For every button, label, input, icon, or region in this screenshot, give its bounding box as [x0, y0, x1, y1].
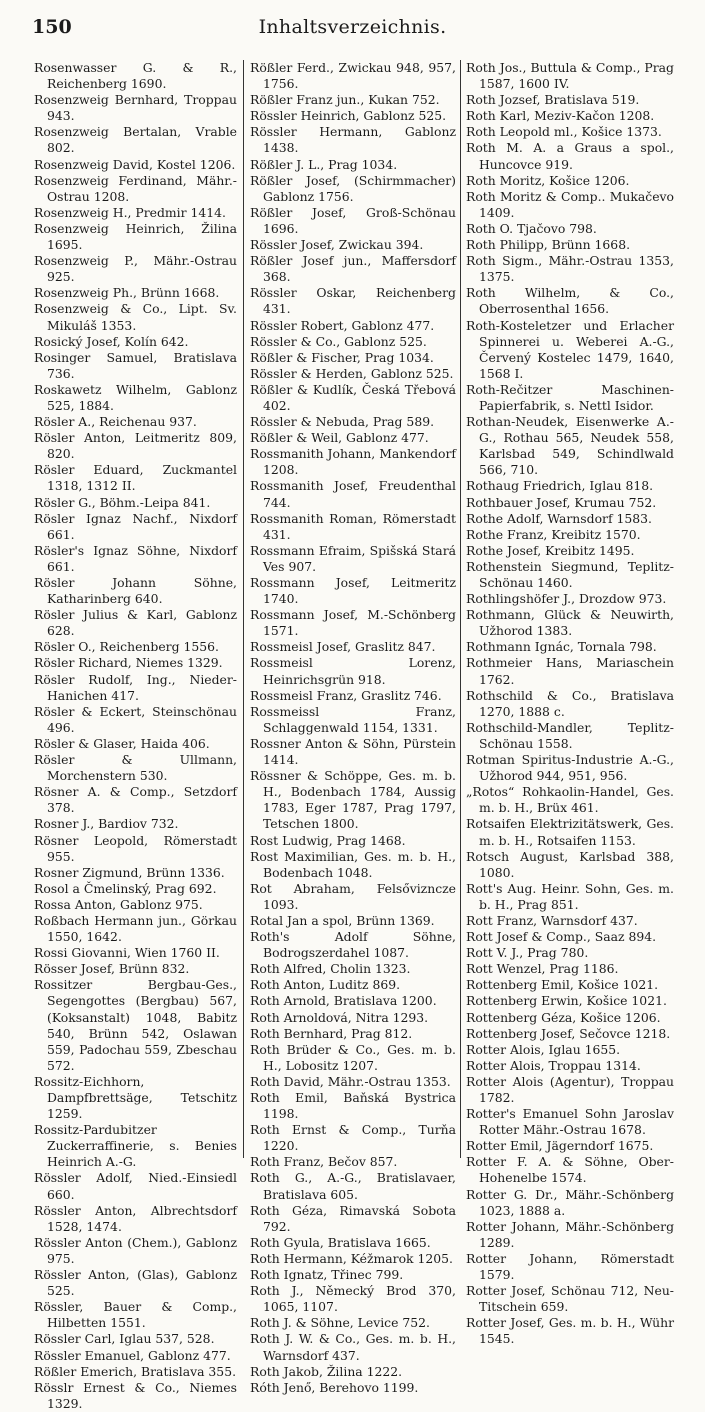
index-entry: Rößler & Weil, Gablonz 477.: [250, 430, 429, 446]
index-entry: Rott's Aug. Heinr. Sohn, Ges. m. b. H., Prag 851.: [466, 880, 674, 912]
index-entry: Rössler Anton (Chem.), Gablonz 975.: [34, 1234, 237, 1266]
index-entry: Rössler Robert, Gablonz 477.: [250, 317, 435, 333]
index-entry: Rotter G. Dr., Mähr.-Schönberg 1023, 1888 a.: [466, 1186, 674, 1218]
index-entry: Rößler Josef jun., Maffersdorf 368.: [250, 253, 456, 285]
index-entry: Roth Arnoldová, Nitra 1293.: [250, 1009, 429, 1025]
index-entry: Rösler Johann Söhne, Katharinberg 640.: [34, 575, 237, 607]
index-entry: Rosický Josef, Kolín 642.: [34, 333, 189, 349]
index-entry: Roth Hermann, Kéžmarok 1205.: [250, 1250, 453, 1266]
index-entry: Rottenberg Emil, Košice 1021.: [466, 977, 659, 993]
index-entry: Roth Franz, Bečov 857.: [250, 1154, 398, 1170]
index-entry: Rössler Hermann, Gablonz 1438.: [250, 124, 456, 156]
index-entry: Roth Emil, Baňská Bystrica 1198.: [250, 1090, 456, 1122]
index-entry: Rössler Anton, (Glas), Gablonz 525.: [34, 1267, 237, 1299]
index-entry: Rotter Alois, Troppau 1314.: [466, 1057, 641, 1073]
index-entry: Rößler Ferd., Zwickau 948, 957, 1756.: [250, 60, 456, 92]
index-column-3: [466, 60, 674, 1348]
index-entry: Roth-Rečitzer Maschinen-Papierfabrik, s. Nettl Isidor.: [466, 381, 674, 413]
index-entry: Rossmeisl Lorenz, Heinrichsgrün 918.: [250, 655, 456, 687]
column-divider: [460, 60, 461, 1158]
index-entry: Rotsaifen Elektrizitätswerk, Ges. m. b. H., Rotsaifen 1153.: [466, 816, 674, 848]
index-entry: Rösler & Glaser, Haida 406.: [34, 735, 210, 751]
index-entry: Rosenzweig David, Kostel 1206.: [34, 156, 236, 172]
index-entry: Roth-Kosteletzer und Erlacher Spinnerei u. Weberei A.-G., Červený Kostelec 1479, 1640, 1568 I.: [466, 317, 674, 381]
index-entry: Roth Philipp, Brünn 1668.: [466, 237, 631, 253]
index-entry: Roth David, Mähr.-Ostrau 1353.: [250, 1073, 451, 1089]
index-entry: Rössler Emanuel, Gablonz 477.: [34, 1347, 231, 1363]
index-entry: Rotter's Emanuel Sohn Jaroslav Rotter Mähr.-Ostrau 1678.: [466, 1106, 674, 1138]
index-entry: Rösler A., Reichenau 937.: [34, 414, 197, 430]
index-entry: Rößler Josef, Groß-Schönau 1696.: [250, 204, 456, 236]
index-entry: Roth Arnold, Bratislava 1200.: [250, 993, 437, 1009]
index-entry: Rothbauer Josef, Krumau 752.: [466, 494, 657, 510]
index-entry: Rössler Oskar, Reichenberg 431.: [250, 285, 456, 317]
index-entry: Roth G., A.-G., Bratislavaer, Bratislava 605.: [250, 1170, 456, 1202]
index-entry: Rotsch August, Karlsbad 388, 1080.: [466, 848, 674, 880]
index-entry: Roth Gyula, Bratislava 1665.: [250, 1234, 431, 1250]
index-entry: Rössler & Co., Gablonz 525.: [250, 333, 427, 349]
index-entry: Rossmeisl Franz, Graslitz 746.: [250, 687, 442, 703]
index-entry: Rosenzweig Ph., Brünn 1668.: [34, 285, 220, 301]
index-entry: Rösler Rudolf, Ing., Nieder-Hanichen 417.: [34, 671, 237, 703]
index-entry: Rossitzer Bergbau-Ges., Segengottes (Bergbau) 567, (Koksanstalt) 1048, Babitz 540, Brünn 542, Oslawan 559, Padochau 559, Zbeschau 572.: [34, 977, 237, 1073]
index-entry: Rosinger Samuel, Bratislava 736.: [34, 349, 237, 381]
index-entry: Rotter Johann, Römerstadt 1579.: [466, 1250, 674, 1283]
index-entry: Rößler Josef, (Schirmmacher) Gablonz 1756.: [250, 172, 456, 204]
index-entry: Rößler & Kudlík, Česká Třebová 402.: [250, 381, 456, 413]
index-entry: Rothlingshöfer J., Drozdow 973.: [466, 591, 667, 607]
index-entry: Roth J. & Söhne, Levice 752.: [250, 1315, 430, 1331]
index-entry: Roth J., Německý Brod 370, 1065, 1107.: [250, 1283, 456, 1315]
index-entry: Rossner Anton & Söhn, Pürstein 1414.: [250, 735, 456, 768]
index-entry: Rosenzweig H., Predmir 1414.: [34, 204, 226, 220]
index-entry: Rothmeier Hans, Mariaschein 1762.: [466, 655, 674, 687]
index-column-1: [34, 60, 237, 1412]
index-entry: Rosner J., Bardiov 732.: [34, 816, 179, 832]
index-entry: Rottenberg Josef, Sečovce 1218.: [466, 1025, 671, 1041]
index-entry: Rösner A. & Comp., Setzdorf 378.: [34, 784, 237, 816]
index-entry: Roth Sigm., Mähr.-Ostrau 1353, 1375.: [466, 253, 674, 285]
index-entry: Rosenzweig & Co., Lipt. Sv. Mikuláš 1353.: [34, 301, 237, 333]
index-entry: Roßbach Hermann jun., Görkau 1550, 1642.: [34, 912, 237, 945]
index-entry: „Rotos“ Rohkaolin-Handel, Ges. m. b. H., Brüx 461.: [466, 784, 674, 816]
index-entry: Rotter Alois (Agentur), Troppau 1782.: [466, 1073, 674, 1105]
index-entry: Rösler Ignaz Nachf., Nixdorf 661.: [34, 510, 237, 542]
index-entry: Rösner Leopold, Römerstadt 955.: [34, 832, 237, 864]
index-entry: Rott Franz, Warnsdorf 437.: [466, 912, 638, 928]
index-entry: Róth Jenő, Berehovo 1199.: [250, 1379, 419, 1395]
index-entry: Rothmann, Glück & Neuwirth, Užhorod 1383.: [466, 607, 674, 639]
index-entry: Rossmanith Johann, Mankendorf 1208.: [250, 446, 456, 478]
index-entry: Rotman Spiritus-Industrie A.-G., Užhorod 944, 951, 956.: [466, 752, 674, 784]
index-entry: Rössler Heinrich, Gablonz 525.: [250, 108, 447, 124]
index-entry: Roth Leopold ml., Košice 1373.: [466, 124, 662, 140]
index-entry: Rösler O., Reichenberg 1556.: [34, 639, 219, 655]
index-entry: Rothe Josef, Kreibitz 1495.: [466, 542, 635, 558]
column-divider: [243, 60, 244, 1158]
index-entry: Rothe Adolf, Warnsdorf 1583.: [466, 510, 652, 526]
index-entry: Rösler Richard, Niemes 1329.: [34, 655, 223, 671]
index-entry: Rotter Josef, Ges. m. b. H., Wühr 1545.: [466, 1315, 674, 1347]
index-column-2: [250, 60, 456, 1396]
index-entry: Roth J. W. & Co., Ges. m. b. H., Warnsdorf 437.: [250, 1331, 456, 1363]
index-entry: Roth Moritz & Comp.. Mukačevo 1409.: [466, 188, 674, 220]
index-entry: Rossmanith Roman, Römerstadt 431.: [250, 510, 456, 542]
index-entry: Roth Jozsef, Bratislava 519.: [466, 92, 640, 108]
index-entry: Rößler J. L., Prag 1034.: [250, 156, 398, 172]
page-title: Inhaltsverzeichnis.: [258, 16, 447, 38]
index-entry: Rossmann Josef, M.-Schönberg 1571.: [250, 607, 456, 639]
index-entry: Roth Karl, Meziv-Kačon 1208.: [466, 108, 655, 124]
index-entry: Rost Ludwig, Prag 1468.: [250, 832, 406, 848]
index-entry: Rössler, Bauer & Comp., Hilbetten 1551.: [34, 1299, 237, 1331]
index-entry: Rothschild-Mandler, Teplitz-Schönau 1558.: [466, 719, 674, 751]
index-entry: Rotter Emil, Jägerndorf 1675.: [466, 1138, 654, 1154]
index-entry: Roth Ignatz, Třinec 799.: [250, 1267, 404, 1283]
index-entry: Rössler Carl, Iglau 537, 528.: [34, 1331, 215, 1347]
index-entry: Rossmann Josef, Leitmeritz 1740.: [250, 575, 456, 607]
index-entry: Rott V. J., Prag 780.: [466, 945, 589, 961]
index-entry: Rothe Franz, Kreibitz 1570.: [466, 526, 641, 542]
index-entry: Roth Moritz, Košice 1206.: [466, 172, 630, 188]
index-entry: Rossa Anton, Gablonz 975.: [34, 896, 203, 912]
index-entry: Rothschild & Co., Bratislava 1270, 1888 c.: [466, 687, 674, 719]
index-entry: Rosenzweig P., Mähr.-Ostrau 925.: [34, 253, 237, 285]
index-entry: Rößler Franz jun., Kukan 752.: [250, 92, 440, 108]
index-entry: Rößler & Fischer, Prag 1034.: [250, 349, 434, 365]
index-entry: Roth Géza, Rimavská Sobota 792.: [250, 1202, 456, 1234]
index-entry: Rossi Giovanni, Wien 1760 II.: [34, 945, 220, 961]
index-entry: Rössler Josef, Zwickau 394.: [250, 237, 424, 253]
index-entry: Roth Wilhelm, & Co., Oberrosenthal 1656.: [466, 285, 674, 317]
index-entry: Rössler & Herden, Gablonz 525.: [250, 365, 454, 381]
index-entry: Rösler Eduard, Zuckmantel 1318, 1312 II.: [34, 462, 237, 494]
index-entry: Roth O. Tjačovo 798.: [466, 220, 597, 236]
index-entry: Rossmann Efraim, Spišská Stará Ves 907.: [250, 542, 456, 574]
index-entry: Rottenberg Erwin, Košice 1021.: [466, 993, 667, 1009]
index-entry: Rothenstein Siegmund, Teplitz-Schönau 1460.: [466, 558, 674, 590]
index-entry: Rossmanith Josef, Freudenthal 744.: [250, 478, 456, 510]
index-entry: Rosenzweig Bernhard, Troppau 943.: [34, 92, 237, 124]
index-entry: Rott Wenzel, Prag 1186.: [466, 961, 619, 977]
index-entry: Roth Bernhard, Prag 812.: [250, 1025, 413, 1041]
index-entry: Rößler Emerich, Bratislava 355.: [34, 1363, 237, 1379]
index-entry: Roth Brüder & Co., Ges. m. b. H., Lobositz 1207.: [250, 1041, 456, 1073]
index-entry: Rotter Josef, Schönau 712, Neu-Titschein 659.: [466, 1283, 674, 1315]
index-entry: Rosenzweig Bertalan, Vrable 802.: [34, 124, 237, 156]
index-entry: Rothmann Ignác, Tornala 798.: [466, 639, 657, 655]
index-entry: Roth Alfred, Cholin 1323.: [250, 961, 411, 977]
index-entry: Rosenzweig Heinrich, Žilina 1695.: [34, 220, 237, 253]
index-entry: Roth Ernst & Comp., Turňa 1220.: [250, 1122, 456, 1154]
index-entry: Rossitz-Pardubitzer Zuckerraffinerie, s. Benies Heinrich A.-G.: [34, 1122, 237, 1170]
index-entry: Roth's Adolf Söhne, Bodrogszerdahel 1087.: [250, 929, 456, 961]
index-entry: Roth Anton, Luditz 869.: [250, 977, 401, 993]
index-entry: Rosenzweig Ferdinand, Mähr.-Ostrau 1208.: [34, 172, 237, 204]
index-entry: Rösler & Eckert, Steinschönau 496.: [34, 703, 237, 735]
index-entry: Roth M. A. a Graus a spol., Huncovce 919.: [466, 140, 674, 172]
index-entry: Rösler Anton, Leitmeritz 809, 820.: [34, 430, 237, 462]
index-entry: Rothaug Friedrich, Iglau 818.: [466, 478, 654, 494]
index-entry: Rössler Adolf, Nied.-Einsiedl 660.: [34, 1170, 237, 1202]
index-entry: Rothan-Neudek, Eisenwerke A.-G., Rothau 565, Neudek 558, Karlsbad 549, Schindlwald 566, 710.: [466, 414, 674, 478]
index-entry: Rosner Zigmund, Brünn 1336.: [34, 864, 225, 880]
index-entry: Rotter F. A. & Söhne, Ober-Hohenelbe 1574.: [466, 1154, 674, 1186]
index-entry: Roth Jos., Buttula & Comp., Prag 1587, 1600 IV.: [466, 60, 674, 92]
index-entry: Rot Abraham, Felsővizncze 1093.: [250, 880, 456, 912]
index-entry: Rösler's Ignaz Söhne, Nixdorf 661.: [34, 542, 237, 574]
index-entry: Rössler & Nebuda, Prag 589.: [250, 414, 435, 430]
index-entry: Rottenberg Géza, Košice 1206.: [466, 1009, 661, 1025]
index-entry: Rössler Anton, Albrechtsdorf 1528, 1474.: [34, 1202, 237, 1234]
index-entry: Rost Maximilian, Ges. m. b. H., Bodenbach 1048.: [250, 848, 456, 880]
index-entry: Rössner & Schöppe, Ges. m. b. H., Bodenbach 1784, Aussig 1783, Eger 1787, Prag 1797, Tetschen 1800.: [250, 768, 456, 832]
index-entry: Roskawetz Wilhelm, Gablonz 525, 1884.: [34, 381, 237, 413]
index-entry: Rösser Josef, Brünn 832.: [34, 961, 190, 977]
index-entry: Rotter Alois, Iglau 1655.: [466, 1041, 621, 1057]
index-entry: Roth Jakob, Žilina 1222.: [250, 1363, 403, 1379]
index-entry: Rösler Julius & Karl, Gablonz 628.: [34, 607, 237, 639]
index-entry: Rosenwasser G. & R., Reichenberg 1690.: [34, 60, 237, 92]
index-entry: Rossitz-Eichhorn, Dampfbrettsäge, Tetschitz 1259.: [34, 1073, 237, 1122]
index-entry: Rossmeisl Josef, Graslitz 847.: [250, 639, 436, 655]
index-entry: Rossmeissl Franz, Schlaggenwald 1154, 1331.: [250, 703, 456, 735]
index-entry: Rösslr Ernest & Co., Niemes 1329.: [34, 1379, 237, 1411]
page-number: 150: [32, 16, 72, 38]
index-entry: Rösler G., Böhm.-Leipa 841.: [34, 494, 211, 510]
index-entry: Rotal Jan a spol, Brünn 1369.: [250, 912, 435, 928]
index-entry: Rosol a Čmelinský, Prag 692.: [34, 880, 217, 896]
index-entry: Rotter Johann, Mähr.-Schönberg 1289.: [466, 1218, 674, 1250]
index-entry: Rösler & Ullmann, Morchenstern 530.: [34, 752, 237, 784]
index-entry: Rott Josef & Comp., Saaz 894.: [466, 929, 657, 945]
